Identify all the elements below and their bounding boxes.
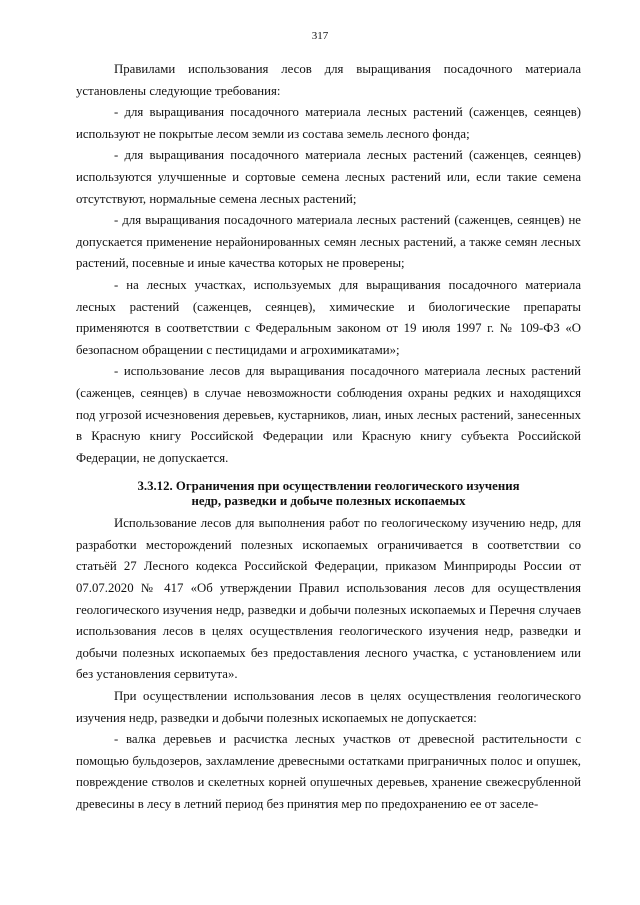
section-heading-line: 3.3.12. Ограничения при осуществлении геологического изучения [137,479,520,494]
section-heading-line: недр, разведки и добыче полезных ископаемых [191,494,466,509]
paragraph: Правилами использования лесов для выращивания посадочного материала установлены следующие требования: [76,62,581,98]
paragraph: - для выращивания посадочного материала лесных растений (саженцев, сеянцев) используются улучшенные и сортовые семена лесных растений или, если такие семена отсутствуют, нормальные семена лесных растений; [76,148,581,206]
paragraph: При осуществлении использования лесов в целях осуществления геологического изучения недр, разведки и добычи полезных ископаемых не допускается: [76,689,581,725]
section-heading [76,479,581,509]
page-number: 317 [311,30,329,42]
paragraph: - использование лесов для выращивания посадочного материала лесных растений (саженцев, сеянцев) в случае невозможности соблюдения охраны редких и находящихся под угрозой исчезновения деревьев, кустарников, лиан, иных лесных растений, занесенных в Красную книгу Российской Федерации или Красную книгу субъекта Российской Федерации, не допускается. [76,364,581,465]
paragraph: - для выращивания посадочного материала лесных растений (саженцев, сеянцев) не допускается применение нерайонированных семян лесных растений, а также семян лесных растений, посевные и иные качества которых не проверены; [76,213,581,271]
paragraph: Использование лесов для выполнения работ по геологическому изучению недр, для разработки месторождений полезных ископаемых ограничивается в соответствии со статьёй 27 Лесного кодекса Российской Федерации, приказом Минприроды России от 07.07.2020 № 417 «Об утверждении Правил использования лесов для осуществления геологического изучения недр, разведки и добычи полезных ископаемых и Перечня случаев использования лесов в целях осуществления геологического изучения недр, разведки и добычи полезных ископаемых без предоставления лесного участка, с установлением или без установления сервитута». [76,516,581,682]
paragraph: - для выращивания посадочного материала лесных растений (саженцев, сеянцев) используют не покрытые лесом земли из состава земель лесного фонда; [76,105,581,141]
paragraph: - на лесных участках, используемых для выращивания посадочного материала лесных растений (саженцев, сеянцев), химические и биологические препараты применяются в соответствии с Федеральным законом от 19 июля 1997 г. № 109-ФЗ «О безопасном обращении с пестицидами и агрохимикатами»; [76,277,581,357]
page-body [76,59,581,816]
paragraph: - валка деревьев и расчистка лесных участков от древесной растительности с помощью бульдозеров, захламление древесными остатками приграничных полос и опушек, повреждение стволов и скелетных корней опушечных деревьев, хранение свежесрубленной древесины в лесу в летний период без принятия мер по предохранению ее от заселе- [76,732,581,811]
